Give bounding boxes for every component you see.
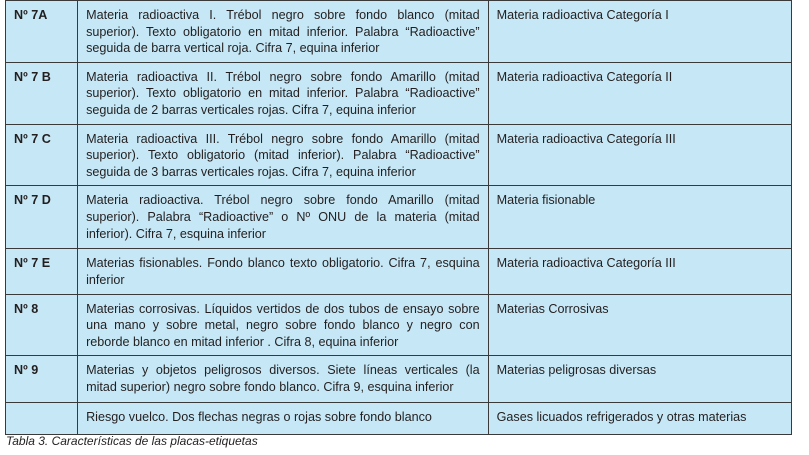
placa-description: Materias corrosivas. Líquidos vertidos de dos tubos de ensayo sobre una mano y sobre metal, negro sobre fondo blanco y negro con reborde blanco en mitad inferior . Cifra 8, equina inferior [78,294,489,356]
placa-description: Materias y objetos peligrosos diversos. Siete líneas verticales (la mitad superior) negro sobre fondo blanco. Cifra 9, esquina inferior [78,356,489,403]
placa-number: Nº 7 B [6,62,78,124]
placa-class: Materia radioactiva Categoría II [488,62,791,124]
placa-description: Materia radioactiva I. Trébol negro sobre fondo blanco (mitad superior). Texto obligatorio en mitad inferior. Palabra “Radioactive” seguida de barra vertical roja. Cifra 7, equina inferior [78,1,489,63]
placa-description: Materia radioactiva III. Trébol negro sobre fondo Amarillo (mitad superior). Texto obligatorio (mitad inferior). Palabra “Radioactive” seguida de 3 barras verticales rojas. Cifra 7, equina inferior [78,124,489,186]
table-row [6,403,792,435]
placa-number: Nº 7 D [6,186,78,249]
table-row [6,124,792,186]
placa-description: Materia radioactiva. Trébol negro sobre fondo Amarillo (mitad superior). Palabra “Radioactive” o Nº ONU de la materia (mitad inferior). Cifra 7, esquina inferior [78,186,489,249]
placa-class: Materias peligrosas diversas [488,356,791,403]
placa-class: Materia radioactiva Categoría I [488,1,791,63]
placa-number: Nº 7A [6,1,78,63]
placas-etiquetas-table [5,0,792,435]
placa-description: Riesgo vuelco. Dos flechas negras o rojas sobre fondo blanco [78,403,489,435]
placa-number: Nº 7 C [6,124,78,186]
table-caption: Tabla 3. Características de las placas-etiquetas [6,434,258,448]
table-row [6,249,792,294]
placa-class: Materia radioactiva Categoría III [488,124,791,186]
table-row [6,356,792,403]
placa-number [6,403,78,435]
placa-class: Materias Corrosivas [488,294,791,356]
placa-number: Nº 9 [6,356,78,403]
placa-class: Materia fisionable [488,186,791,249]
placa-description: Materias fisionables. Fondo blanco texto obligatorio. Cifra 7, esquina inferior [78,249,489,294]
table-row [6,186,792,249]
table-row [6,294,792,356]
table-row [6,62,792,124]
placa-class: Materia radioactiva Categoría III [488,249,791,294]
placa-number: Nº 8 [6,294,78,356]
table-row [6,1,792,63]
placa-class: Gases licuados refrigerados y otras materias [488,403,791,435]
placa-number: Nº 7 E [6,249,78,294]
placa-description: Materia radioactiva II. Trébol negro sobre fondo Amarillo (mitad superior). Texto obligatorio en mitad inferior. Palabra “Radioactive” seguida de 2 barras verticales rojas. Cifra 7, equina inferior [78,62,489,124]
